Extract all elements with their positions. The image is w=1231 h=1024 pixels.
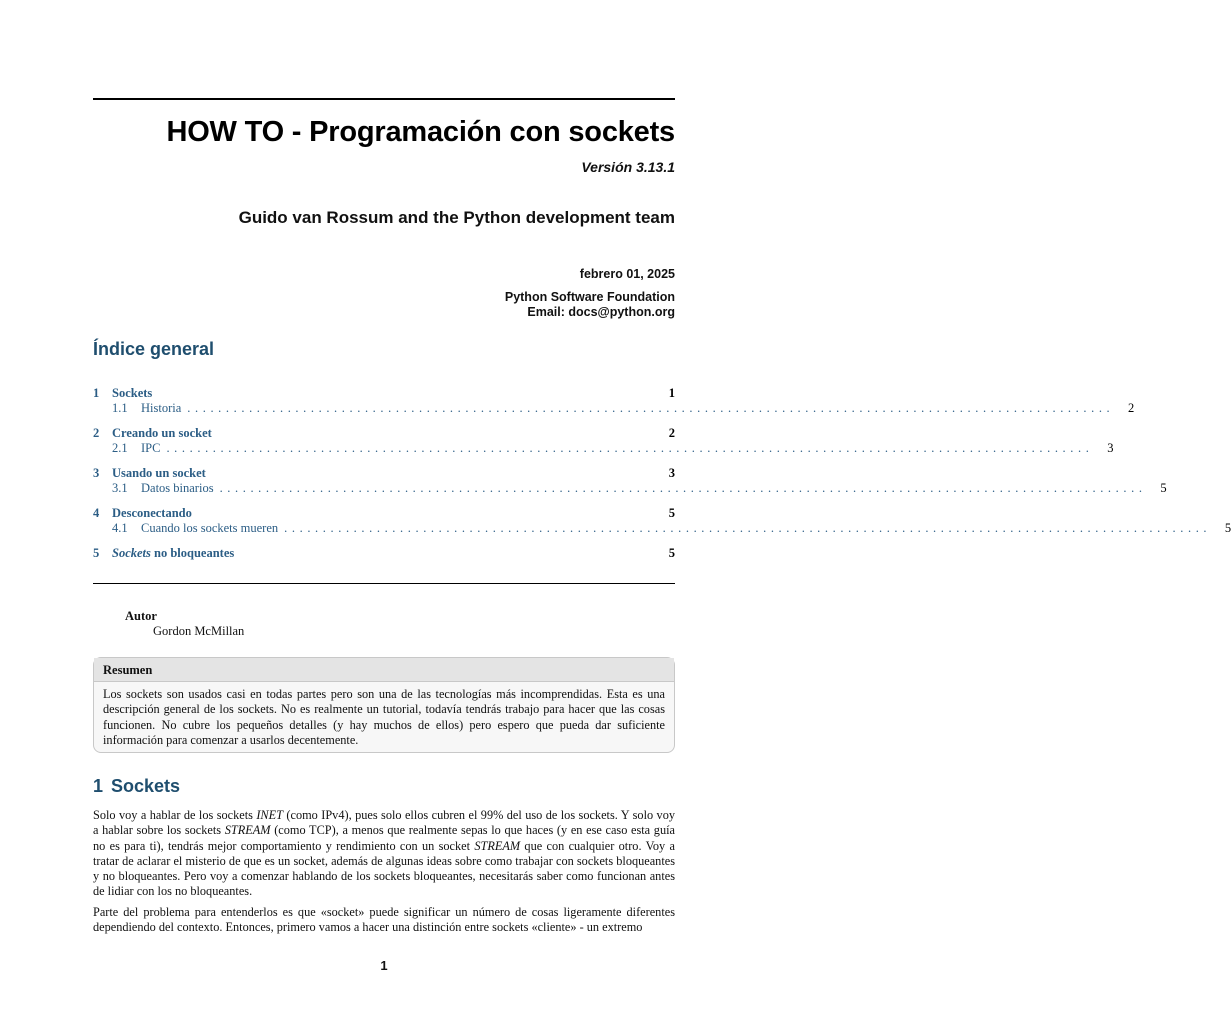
organization-block: [93, 290, 675, 320]
toc-entry-2[interactable]: [93, 426, 675, 441]
toc-entry-4.1[interactable]: [93, 520, 1231, 536]
authors-line: Guido van Rossum and the Python development team: [238, 208, 675, 227]
toc-entry-4[interactable]: [93, 506, 675, 521]
section-heading: [93, 776, 188, 797]
toc-group: [93, 546, 675, 561]
toc-entry-page: 2: [668, 426, 675, 440]
toc-entry-title[interactable]: Usando un socket: [112, 466, 206, 480]
toc-entry-2.1[interactable]: [93, 440, 1114, 456]
toc-entry-title[interactable]: Datos binarios: [141, 480, 214, 495]
toc-leader-dots: ........................................................................................................................: [166, 440, 1094, 455]
toc-entry-page: 5: [1160, 480, 1167, 495]
italic-term: INET: [256, 808, 283, 822]
section-title: Sockets: [111, 776, 181, 796]
toc-entry-title-italic[interactable]: Sockets: [112, 546, 151, 560]
contact-email: Email: docs@python.org: [527, 305, 675, 319]
top-rule: [93, 98, 675, 100]
toc-group: [93, 506, 1231, 535]
italic-term: STREAM: [224, 823, 271, 838]
abstract-box: [93, 657, 675, 753]
toc-bottom-rule: [93, 583, 675, 584]
toc-entry-number: 3: [93, 466, 100, 480]
paragraph-1: Solo voy a hablar de los sockets INET (como IPv4), pues solo ellos cubren el 99% del uso de los sockets. Y solo voy a hablar sobre los sockets STREAM (como TCP), a menos que realmente sepas lo que haces (y en ese caso esta guía no es para ti), tendrás mejor comportamiento y rendimiento con un socket STREAM que con cualquier otro. Voy a tratar de aclarar el misterio de que es un socket, además de algunas ideas sobre como trabajar con sockets bloqueantes y no bloqueantes. Pero voy a comenzar hablando de los sockets bloqueantes, necesitarás saber como funcionan antes de lidiar con los no bloqueantes.: [93, 808, 675, 899]
toc-entry-page: 1: [668, 386, 675, 400]
toc-heading: Índice general: [93, 339, 215, 359]
toc-entry-number: 1: [93, 386, 100, 400]
toc-entry-3.1[interactable]: [93, 480, 1167, 496]
publication-date: febrero 01, 2025: [579, 267, 675, 281]
toc-entry-title[interactable]: Desconectando: [112, 506, 192, 520]
toc-entry-page: 5: [668, 546, 675, 560]
author-name: Gordon McMillan: [153, 624, 245, 638]
toc-entry-3[interactable]: [93, 466, 675, 481]
toc-entry-1[interactable]: [93, 386, 675, 401]
toc-entry-page: 2: [1128, 400, 1135, 415]
toc-leader-dots: ........................................................................................................................: [284, 520, 1212, 535]
toc-entry-page: 5: [1224, 520, 1231, 535]
toc-entry-page: 3: [1107, 440, 1114, 455]
version-label: Versión 3.13.1: [581, 159, 675, 175]
toc-group: [93, 466, 1167, 495]
table-of-contents: [93, 386, 1231, 572]
toc-leader-dots: ........................................................................................................................: [219, 480, 1147, 495]
toc-entry-1.1[interactable]: [93, 400, 1135, 416]
toc-entry-title[interactable]: Historia: [141, 400, 182, 415]
page-number: 1: [380, 958, 388, 973]
toc-entry-number: 1.1: [112, 400, 128, 415]
toc-entry-number: 2.1: [112, 440, 128, 455]
toc-entry-number: 3.1: [112, 480, 128, 495]
toc-group: [93, 386, 1135, 415]
abstract-text: Los sockets son usados casi en todas partes pero son una de las tecnologías más incomprendidas. Esta es una descripción general de los sockets. No es realmente un tutorial, todavía tendrás trabajo para hacer que las cosas funcionen. No cubre los pequeños detalles (y hay muchos de ellos) pero espero que pueda dar suficiente información para comenzar a usarlos decentemente.: [103, 687, 665, 747]
toc-group: [93, 426, 1114, 455]
toc-entry-title[interactable]: Sockets no bloqueantes: [112, 546, 235, 560]
toc-entry-page: 5: [668, 506, 675, 520]
toc-entry-page: 3: [668, 466, 675, 480]
paragraph-2: Parte del problema para entenderlos es que «socket» puede significar un número de cosas ligeramente diferentes dependiendo del contexto. Entonces, primero vamos a hacer una distinción entre sockets «cliente» - un extremo: [93, 905, 675, 935]
toc-entry-number: 4: [93, 506, 100, 520]
author-label: Autor: [125, 609, 157, 623]
italic-term: STREAM: [474, 838, 521, 853]
toc-entry-5[interactable]: [93, 546, 675, 561]
toc-entry-title[interactable]: Cuando los sockets mueren: [141, 520, 279, 535]
toc-entry-title[interactable]: Sockets: [112, 386, 153, 400]
toc-entry-number: 4.1: [112, 520, 128, 535]
abstract-heading: Resumen: [94, 658, 674, 682]
toc-entry-number: 5: [93, 546, 100, 560]
section-number: 1: [93, 776, 104, 796]
toc-entry-number: 2: [93, 426, 100, 440]
toc-entry-title[interactable]: Creando un socket: [112, 426, 212, 440]
toc-entry-title[interactable]: IPC: [141, 440, 161, 455]
toc-leader-dots: ........................................................................................................................: [187, 400, 1115, 415]
document-title: HOW TO - Programación con sockets: [166, 116, 675, 148]
organization-name: Python Software Foundation: [504, 290, 675, 304]
